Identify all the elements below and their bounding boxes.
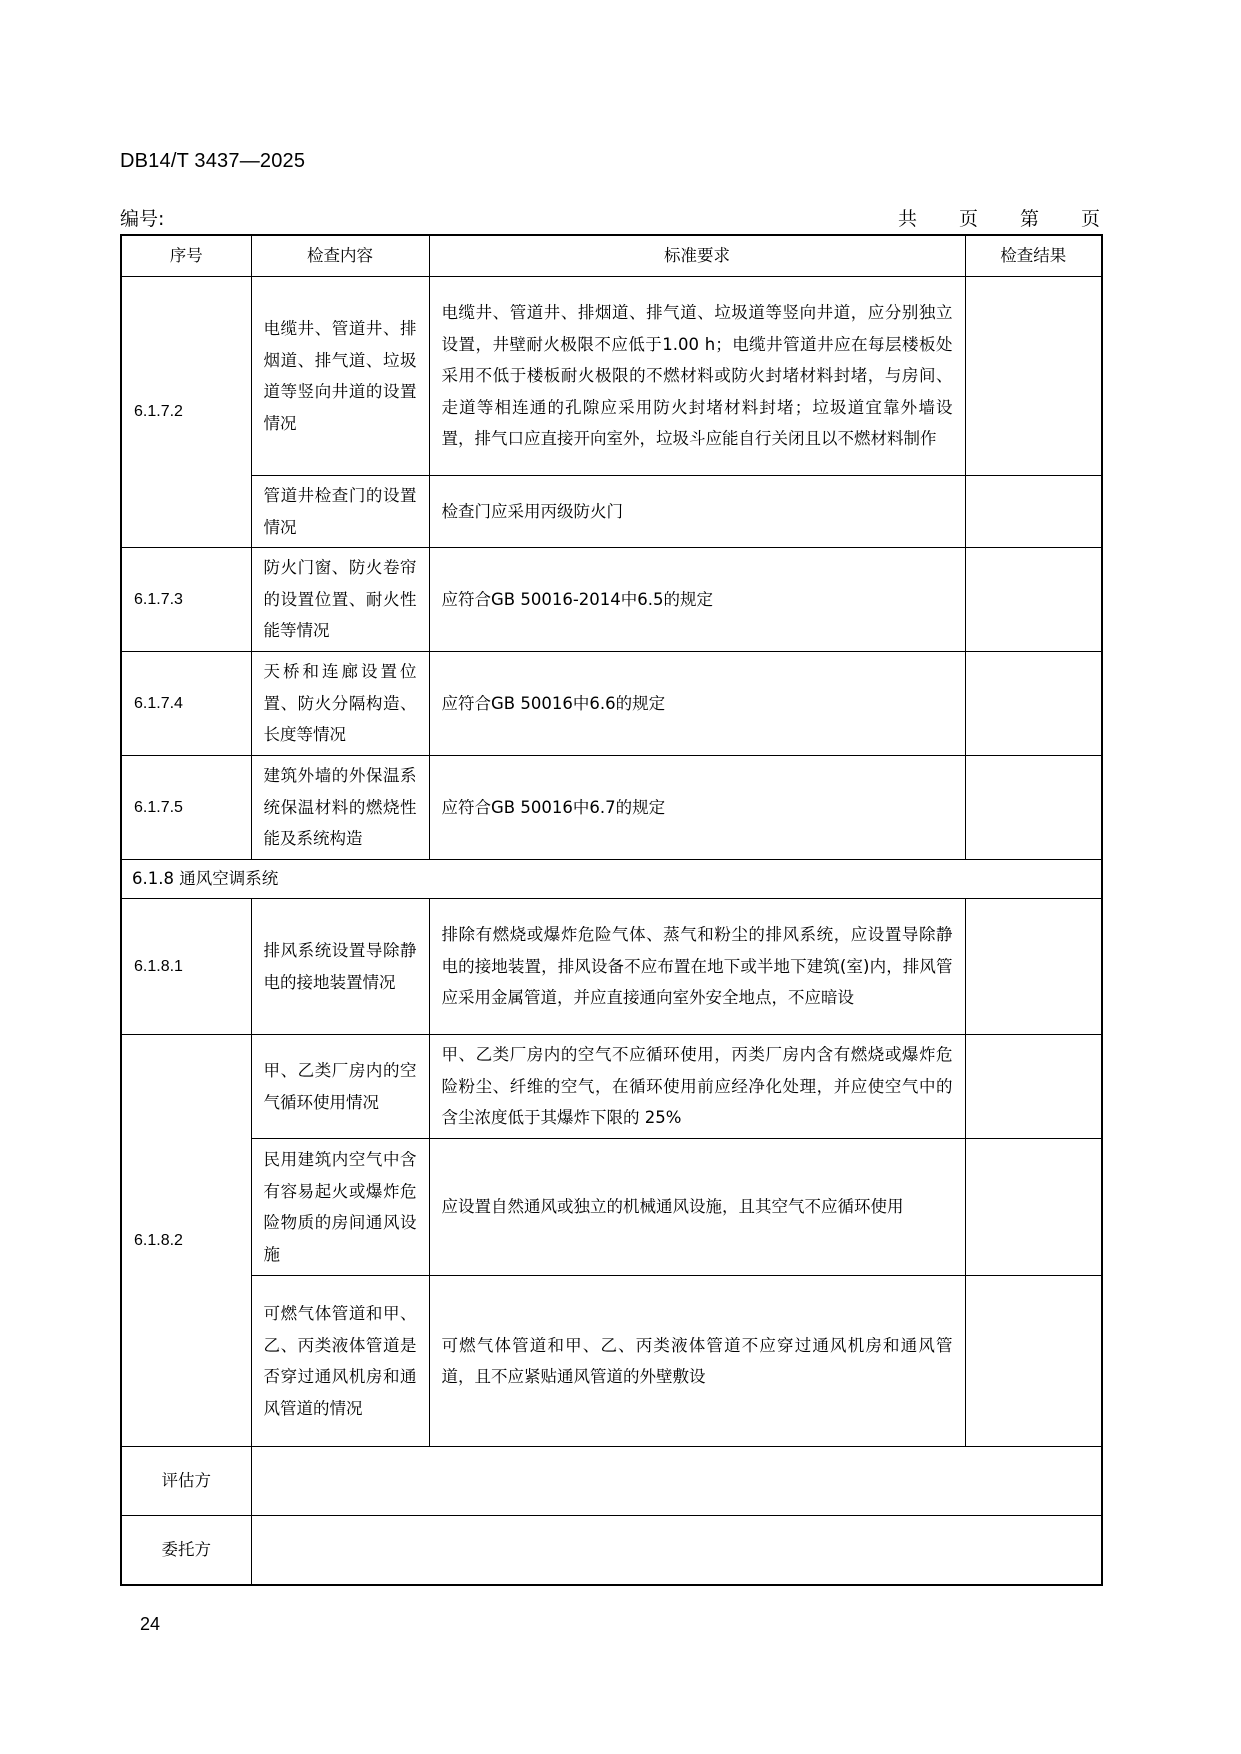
row-requirement: 排除有燃烧或爆炸危险气体、蒸气和粉尘的排风系统，应设置导除静电的接地装置，排风设备不应布置在地下或半地下建筑(室)内，排风管应采用金属管道，并应直接通向室外安全地点，不应暗设 xyxy=(429,899,965,1035)
row-number: 6.1.7.2 xyxy=(121,277,251,548)
section-row xyxy=(121,860,1102,899)
client-signature-field[interactable] xyxy=(251,1516,1102,1586)
row-number: 6.1.8.2 xyxy=(121,1035,251,1447)
total-prefix: 共 xyxy=(897,208,917,230)
result-cell[interactable] xyxy=(965,1035,1102,1139)
current-suffix: 页 xyxy=(1080,208,1100,230)
row-content: 可燃气体管道和甲、乙、丙类液体管道是否穿过通风机房和通风管道的情况 xyxy=(251,1276,429,1447)
row-requirement: 甲、乙类厂房内的空气不应循环使用，丙类厂房内含有燃烧或爆炸危险粉尘、纤维的空气，在循环使用前应经净化处理，并应使空气中的含尘浓度低于其爆炸下限的 25% xyxy=(429,1035,965,1139)
table-header-row xyxy=(121,235,1102,277)
table-row xyxy=(121,899,1102,1035)
result-cell[interactable] xyxy=(965,652,1102,756)
row-content: 建筑外墙的外保温系统保温材料的燃烧性能及系统构造 xyxy=(251,756,429,860)
row-requirement: 应符合GB 50016中6.6的规定 xyxy=(429,652,965,756)
table-row xyxy=(121,476,1102,548)
row-requirement: 应符合GB 50016-2014中6.5的规定 xyxy=(429,548,965,652)
header-requirement: 标准要求 xyxy=(429,235,965,277)
current-prefix: 第 xyxy=(1019,208,1039,230)
table-row xyxy=(121,1035,1102,1139)
result-cell[interactable] xyxy=(965,756,1102,860)
document-code: DB14/T 3437—2025 xyxy=(120,150,306,172)
row-content: 排风系统设置导除静电的接地装置情况 xyxy=(251,899,429,1035)
result-cell[interactable] xyxy=(965,1276,1102,1447)
row-requirement: 检查门应采用丙级防火门 xyxy=(429,476,965,548)
table-row xyxy=(121,1276,1102,1447)
assessor-label: 评估方 xyxy=(121,1447,251,1516)
signature-row-assessor xyxy=(121,1447,1102,1516)
row-requirement: 应设置自然通风或独立的机械通风设施，且其空气不应循环使用 xyxy=(429,1139,965,1276)
header-result: 检查结果 xyxy=(965,235,1102,277)
total-suffix: 页 xyxy=(958,208,978,230)
row-number: 6.1.7.3 xyxy=(121,548,251,652)
result-cell[interactable] xyxy=(965,1139,1102,1276)
row-content: 管道井检查门的设置情况 xyxy=(251,476,429,548)
row-number: 6.1.7.4 xyxy=(121,652,251,756)
result-cell[interactable] xyxy=(965,899,1102,1035)
client-label: 委托方 xyxy=(121,1516,251,1586)
section-title: 6.1.8 通风空调系统 xyxy=(121,860,1102,899)
result-cell[interactable] xyxy=(965,548,1102,652)
number-label: 编号: xyxy=(120,208,165,230)
signature-row-client xyxy=(121,1516,1102,1586)
page-number: 24 xyxy=(140,1614,161,1634)
table-row xyxy=(121,548,1102,652)
row-requirement: 电缆井、管道井、排烟道、排气道、垃圾道等竖向井道，应分别独立设置，井壁耐火极限不应低于1.00 h；电缆井管道井应在每层楼板处采用不低于楼板耐火极限的不燃材料或防火封堵材料封堵，与房间、走道等相连通的孔隙应采用防火封堵材料封堵；垃圾道宜靠外墙设置，排气口应直接开向室外，垃圾斗应能自行关闭且以不燃材料制作 xyxy=(429,277,965,476)
header-content: 检查内容 xyxy=(251,235,429,277)
header-serial: 序号 xyxy=(121,235,251,277)
row-requirement: 应符合GB 50016中6.7的规定 xyxy=(429,756,965,860)
table-row xyxy=(121,756,1102,860)
result-cell[interactable] xyxy=(965,476,1102,548)
table-row xyxy=(121,652,1102,756)
row-content: 民用建筑内空气中含有容易起火或爆炸危险物质的房间通风设施 xyxy=(251,1139,429,1276)
row-requirement: 可燃气体管道和甲、乙、丙类液体管道不应穿过通风机房和通风管道，且不应紧贴通风管道的外壁敷设 xyxy=(429,1276,965,1447)
result-cell[interactable] xyxy=(965,277,1102,476)
page-count-label xyxy=(898,204,1100,231)
table-row xyxy=(121,277,1102,476)
assessor-signature-field[interactable] xyxy=(251,1447,1102,1516)
row-number: 6.1.7.5 xyxy=(121,756,251,860)
row-content: 电缆井、管道井、排烟道、排气道、垃圾道等竖向井道的设置情况 xyxy=(251,277,429,476)
inspection-table xyxy=(120,234,1103,1586)
row-content: 甲、乙类厂房内的空气循环使用情况 xyxy=(251,1035,429,1139)
row-content: 天桥和连廊设置位置、防火分隔构造、长度等情况 xyxy=(251,652,429,756)
row-content: 防火门窗、防火卷帘的设置位置、耐火性能等情况 xyxy=(251,548,429,652)
row-number: 6.1.8.1 xyxy=(121,899,251,1035)
form-meta-row xyxy=(120,204,1100,230)
table-row xyxy=(121,1139,1102,1276)
